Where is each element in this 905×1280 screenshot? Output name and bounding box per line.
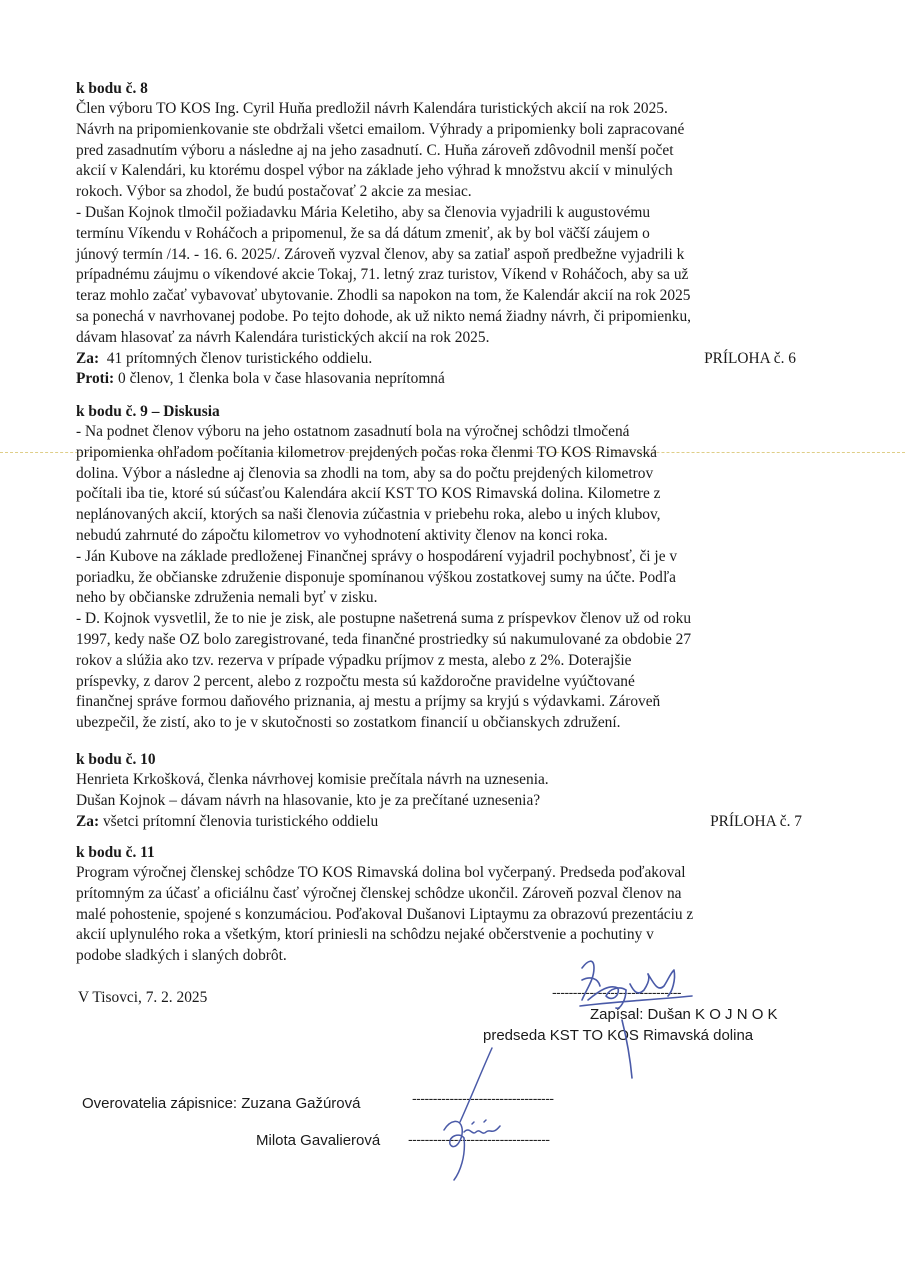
chair-title: predseda KST TO KOS Rimavská dolina (483, 1027, 754, 1044)
recorder-name: Zapísal: Dušan K O J N O K (590, 1006, 778, 1023)
text-line: podobe sladkých i slaných dobrôt. (76, 947, 287, 965)
section-body (76, 422, 816, 734)
vote-against-label: Proti: (76, 370, 115, 388)
attachment-ref: PRÍLOHA č. 7 (710, 812, 802, 830)
place-and-date: V Tisovci, 7. 2. 2025 (78, 989, 208, 1006)
text-line: počítali iba tie, ktoré sú súčasťou Kalendára akcií KST TO KOS Rimavská dolina. Kilometre z (76, 485, 661, 503)
text-line: Člen výboru TO KOS Ing. Cyril Huňa predložil návrh Kalendára turistických akcií na rok 2025. (76, 100, 668, 117)
text-line: neho by občianske združenia nemali byť v zisku. (76, 589, 378, 607)
text-line: nebudú zahrnuté do zápočtu kilometrov vo vyhodnotení aktivity členov na konci roka. (76, 526, 608, 544)
attachment-ref: PRÍLOHA č. 6 (704, 349, 796, 367)
verifier-name: Milota Gavalierová (256, 1132, 381, 1149)
text-line: akcií uplynulého roka a všetkým, ktorí priniesli na schôdzu nejaké občerstvenie a pochutiny v (76, 926, 654, 944)
text-line: rokov a slúžia ako tzv. rezerva v prípade výpadku príjmov z mesta, alebo z 2%. Doterajšie (76, 651, 632, 669)
handwritten-signature (560, 940, 710, 1080)
section-body (76, 99, 816, 349)
text-line: ubezpečil, že zistí, ako to je v skutočnosti so zostatkom financií u občianskych združení. (76, 714, 621, 732)
text-line: termínu Víkendu v Roháčoch a pripomenul, že sa dá dátum zmeniť, ak by bol väčší záujem o (76, 224, 650, 242)
section-heading: k bodu č. 10 (76, 751, 156, 768)
vote-for-text: všetci prítomní členovia turistického oddielu (99, 812, 379, 830)
vote-for-text: 41 prítomných členov turistického oddielu. (99, 349, 373, 367)
text-line: dolina. Výbor a následne aj členovia sa zhodli na tom, aby sa do počtu prejdených kilometrov (76, 464, 654, 482)
text-line: dávam hlasovať za návrh Kalendára turistických akcií na rok 2025. (76, 328, 490, 346)
vote-for-row (76, 812, 816, 833)
text-line: - Dušan Kojnok tlmočil požiadavku Mária Keletiho, aby sa členovia vyjadrili k augustovému (76, 203, 651, 221)
text-line: teraz mohlo začať vybavovať ubytovanie. Zhodli sa napokon na tom, že Kalendár akcií na rok 2025 (76, 287, 691, 305)
text-line: malé pohostenie, spojené s konzumáciou. Poďakoval Dušanovi Liptaymu za obrazovú prezentáciu z (76, 905, 694, 923)
section-heading: k bodu č. 9 – Diskusia (76, 403, 220, 420)
text-line: Program výročnej členskej schôdze TO KOS Rimavská dolina bol vyčerpaný. Predseda poďakoval (76, 864, 686, 881)
text-line: Dušan Kojnok – dávam návrh na hlasovanie, kto je za prečítané uznesenia? (76, 791, 541, 809)
vote-against-row (76, 369, 816, 390)
vote-against-text: 0 členov, 1 členka bola v čase hlasovania neprítomná (114, 370, 445, 388)
text-line: sa ponechá v navrhovanej podobe. Po tejto dohode, ak už nikto nemá žiadny návrh, či pripomienku, (76, 307, 692, 325)
text-line: Návrh na pripomienkovanie ste obdržali všetci emailom. Výhrady a pripomienky boli zapracované (76, 120, 685, 138)
section-body (76, 770, 816, 812)
vote-for-label: Za: (76, 812, 100, 830)
verifier-signature-line: ---------------------------------- (408, 1131, 550, 1147)
section-point-10 (76, 750, 816, 832)
text-line: prípadnému záujmu o víkendové akcie Tokaj, 71. letný zraz turistov, Víkend v Roháčoch, aby sa už (76, 266, 689, 284)
verifier-signature-line: ---------------------------------- (412, 1090, 554, 1106)
text-line: poriadku, že občianske združenie disponuje spomínanou výškou zostatkovej sumy na účte. Podľa (76, 568, 676, 586)
text-line: akcií v Kalendári, ku ktorému dospel výbor na základe jeho výhrad k množstvu akcií v minulých (76, 162, 673, 180)
section-point-9 (76, 402, 816, 734)
text-line: - D. Kojnok vysvetlil, že to nie je zisk, ale postupne našetrená suma z príspevkov členov už od roku (76, 610, 692, 628)
text-line: - Ján Kubove na základe predloženej Finančnej správy o hospodárení vyjadril pochybnosť, či je v (76, 547, 678, 565)
text-line: - Na podnet členov výboru na jeho ostatnom zasadnutí bola na výročnej schôdzi tlmočená (76, 423, 630, 440)
section-point-8 (76, 79, 816, 390)
verifiers-label: Overovatelia zápisnice: Zuzana Gažúrová (82, 1095, 361, 1112)
vote-for-label: Za: (76, 349, 100, 367)
signature-line: ------------------------------- (552, 984, 682, 1000)
text-line: júnový termín /14. - 16. 6. 2025/. Zároveň vyzval členov, aby sa zatiaľ aspoň predbežne vyjadrili k (76, 245, 685, 263)
text-line: finančnej správe formou daňového priznania, aj mestu a príjmy sa kryjú s výdavkami. Zároveň (76, 693, 661, 711)
text-line: 1997, kedy naše OZ bolo zaregistrované, teda finančné prostriedky sú nakumulované za obdobie 27 (76, 630, 692, 648)
text-line: rokoch. Výbor sa zhodol, že budú postačovať 2 akcie za mesiac. (76, 183, 472, 201)
handwritten-signature (430, 1040, 550, 1200)
text-line: pred zasadnutím výboru a následne aj na jeho zasadnutí. C. Huňa zároveň zdôvodnil menší počet (76, 141, 674, 159)
text-line: príspevky, z darov 2 percent, alebo z rozpočtu mesta sú každoročne pravidelne vyúčtované (76, 672, 635, 690)
text-line: pripomienka ohľadom počítania kilometrov prejdených počas roka členmi TO KOS Rimavská (76, 443, 657, 461)
section-heading: k bodu č. 11 (76, 844, 155, 861)
text-line: prítomným za účasť a oficiálnu časť výročnej členskej schôdze ukončil. Zároveň pozval členov na (76, 884, 682, 902)
section-heading: k bodu č. 8 (76, 80, 148, 97)
text-line: neplánovaných akcií, ktorých sa naši členovia zúčastnia v priebehu roka, alebo u iných klubov, (76, 506, 661, 524)
vote-for-row (76, 349, 816, 370)
text-line: Henrieta Krkošková, členka návrhovej komisie prečítala návrh na uznesenia. (76, 771, 549, 788)
